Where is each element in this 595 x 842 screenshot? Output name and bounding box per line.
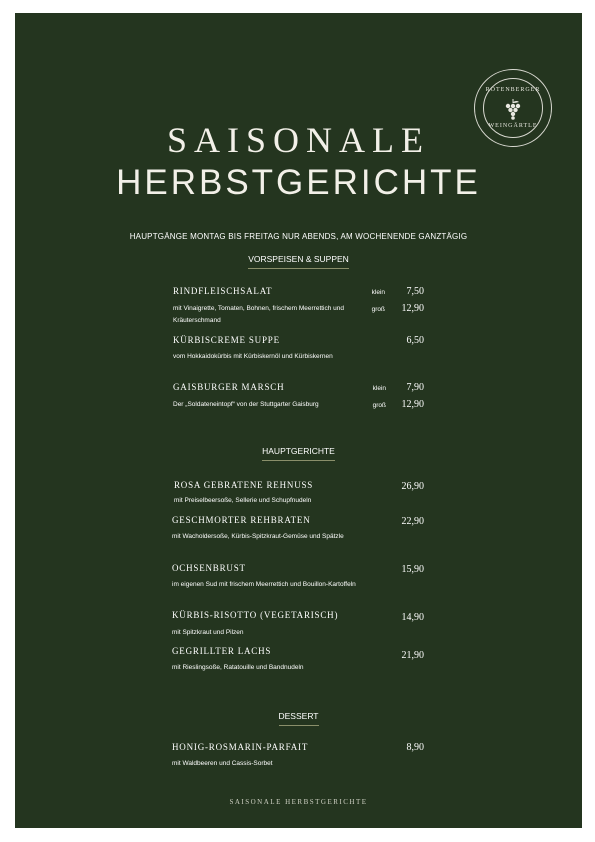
dish-price: 21,90 (401, 650, 424, 661)
dish-price: 12,90 (401, 303, 424, 314)
dish-description: vom Hokkaidokürbis mit Kürbiskernöl und Kürbiskernen (173, 353, 333, 360)
dish-description: mit Wacholdersoße, Kürbis-Spitzkraut-Gemüse und Spätzle (172, 533, 344, 540)
section-heading-starters: VORSPEISEN & SUPPEN (15, 254, 582, 269)
dish-price: 14,90 (401, 612, 424, 623)
size-label: groß (371, 306, 385, 313)
dish-description: mit Spitzkraut und Pilzen (172, 629, 244, 636)
dish-name: RINDFLEISCHSALAT (173, 286, 273, 296)
menu-page (15, 13, 582, 828)
dish-price: 8,90 (406, 742, 424, 753)
dish-price: 7,50 (406, 286, 424, 297)
dish-description: Der „Soldateneintopf“ von der Stuttgarter Gaisburg (173, 401, 319, 408)
page-footer: SAISONALE HERBSTGERICHTE (229, 798, 368, 806)
dish-name: KÜRBIS-RISOTTO (VEGETARISCH) (172, 610, 339, 620)
logo-top-text: ROTENBERGER (485, 87, 541, 93)
dish-description: mit Waldbeeren und Cassis-Sorbet (172, 760, 273, 767)
dish-price: 6,50 (406, 335, 424, 346)
dish-name: GEGRILLTER LACHS (172, 646, 272, 656)
hours-note: HAUPTGÄNGE MONTAG BIS FREITAG NUR ABENDS, AM WOCHENENDE GANZTÄGIG (129, 232, 468, 241)
dish-price: 22,90 (401, 516, 424, 527)
size-label: klein (372, 385, 386, 392)
size-label: groß (372, 402, 386, 409)
page-title-line1: SAISONALE (166, 120, 430, 160)
dish-price: 26,90 (401, 481, 424, 492)
dish-name: ROSA GEBRATENE REHNUSS (174, 480, 314, 490)
section-heading-dessert: DESSERT (15, 711, 582, 726)
dish-description: mit Rieslingsoße, Ratatouille und Bandnudeln (172, 664, 304, 671)
size-label: klein (371, 289, 385, 296)
section-heading-mains: HAUPTGERICHTE (15, 446, 582, 461)
dish-name: KÜRBISCREME SUPPE (173, 335, 280, 345)
dish-description: mit Preiselbeersoße, Sellerie und Schupfnudeln (174, 497, 312, 504)
dish-name: GESCHMORTER REHBRATEN (172, 515, 311, 525)
dish-price: 7,90 (406, 382, 424, 393)
dish-name: OCHSENBRUST (172, 563, 246, 573)
dish-description: mit Vinaigrette, Tomaten, Bohnen, frischem Meerrettich und Kräuterschmand (173, 305, 345, 324)
dish-name: HONIG-ROSMARIN-PARFAIT (172, 742, 309, 752)
logo-bottom-text: WEINGÄRTLE (488, 123, 538, 129)
page-title-line2: HERBSTGERICHTE (116, 163, 481, 202)
dish-price: 12,90 (401, 399, 424, 410)
dish-price: 15,90 (401, 564, 424, 575)
dish-name: GAISBURGER MARSCH (173, 382, 285, 392)
dish-description: im eigenen Sud mit frischem Meerrettich und Bouillon-Kartoffeln (172, 581, 356, 588)
